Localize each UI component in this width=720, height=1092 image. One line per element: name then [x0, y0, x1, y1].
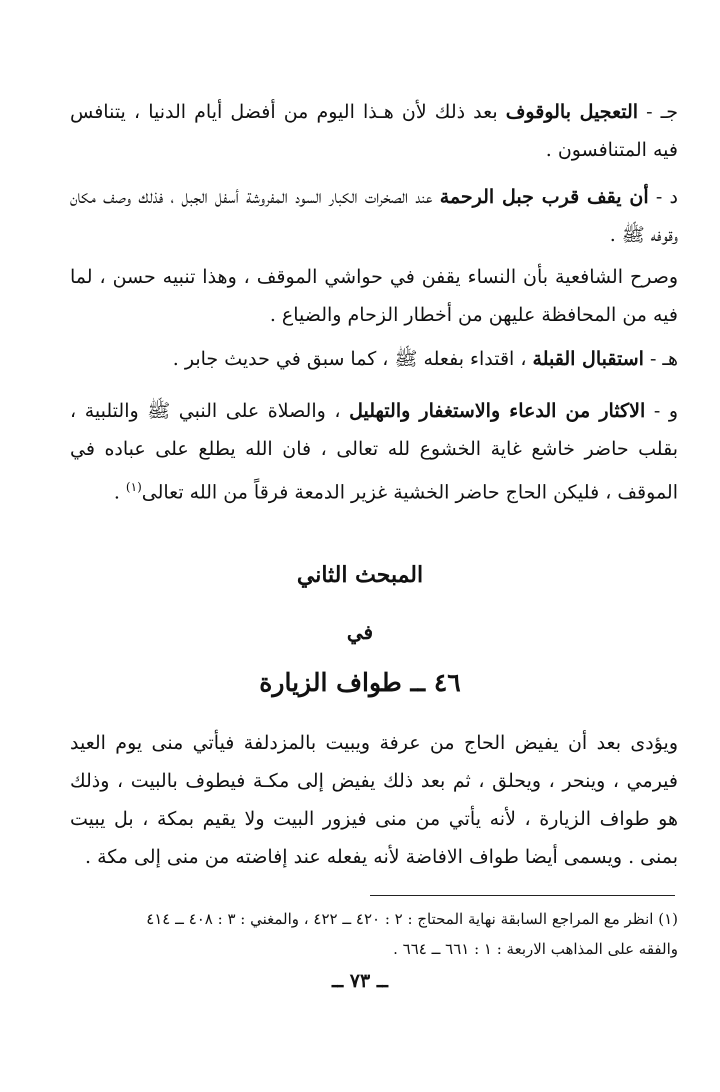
section-title: المبحث الثاني [296, 562, 424, 588]
item-d-paragraph [70, 178, 678, 254]
item-d-bold: أن يقف قرب جبل الرحمة [439, 186, 649, 208]
shafii-text: وصرح الشافعية بأن النساء يقفن في حواشي الموقف ، وهذا تنبيه حسن ، لما فيه من المحافظة عليهن من أخطار الزحام والضياع . [70, 266, 678, 326]
section-fi: في [346, 620, 374, 644]
page-number: ــ ٧٣ ــ [332, 970, 388, 992]
item-c-text: بعد ذلك لأن هـذا اليوم من أفضل أيام الدنيا ، يتنافس فيه المتنافسون . [70, 101, 678, 161]
section-number: ٤٦ [433, 668, 461, 697]
item-w-marker: و - [653, 400, 678, 422]
shafii-paragraph [70, 258, 678, 334]
item-h-text: ، اقتداء بفعله ﷺ ، كما سبق في حديث جابر . [172, 348, 533, 370]
item-w-text: ، والصلاة على النبي ﷺ والتلبية ، بقلب حاضر خاشع غاية الخشوع لله تعالى ، فان الله يطلع على عباده في الموقف ، فليكن الحاج حاضر الخشية غزير الدمعة فرقاً من الله تعالى [70, 400, 678, 504]
footnote-reference: (١) [125, 480, 142, 494]
item-c-paragraph [70, 93, 678, 169]
footnote-line-1: (١) انظر مع المراجع السابقة نهاية المحتاج : ٢ : ٤٢٠ ــ ٤٢٢ ، والمغني : ٣ : ٤٠٨ ــ ٤١٤ [146, 910, 678, 928]
item-w-bold: الاكثار من الدعاء والاستغفار والتهليل [349, 400, 646, 422]
footnote-divider [370, 895, 675, 896]
item-d-text: عند الصخرات الكبار السود المفروشة أسفل الجبل ، فذلك وصف مكان وقوفه ﷺ . [70, 186, 678, 246]
body-paragraph [70, 724, 678, 876]
item-w-end: . [113, 481, 126, 504]
item-w-paragraph [70, 392, 678, 511]
body-text: ويؤدى بعد أن يفيض الحاج من عرفة ويبيت بالمزدلفة فيأتي منى يوم العيد فيرمي ، وينحر ، ويحلق ، ثم بعد ذلك يفيض إلى مكـة فيطوف بالبيت ، وذلك هو طواف الزيارة ، لأنه يأتي من منى فيزور البيت ولا يقيم بمكة ، بل يبيت بمنى . ويسمى أيضا طواف الافاضة لأنه يفعله عند إفاضته من منى إلى مكة . [70, 732, 678, 868]
item-h-paragraph [70, 340, 678, 378]
item-c-bold: التعجيل بالوقوف [505, 101, 639, 123]
item-d-marker: د - [655, 186, 678, 208]
section-heading [0, 668, 720, 697]
section-name: طواف الزيارة [259, 668, 402, 697]
item-h-bold: استقبال القبلة [532, 348, 644, 370]
item-c-marker: جـ - [646, 101, 678, 123]
footnote-line-2: والفقه على المذاهب الاربعة : ١ : ٦٦١ ــ ٦٦٤ . [393, 940, 678, 958]
footnote [38, 904, 678, 964]
item-h-marker: هـ - [649, 348, 678, 370]
section-dash: ــ [410, 668, 426, 697]
